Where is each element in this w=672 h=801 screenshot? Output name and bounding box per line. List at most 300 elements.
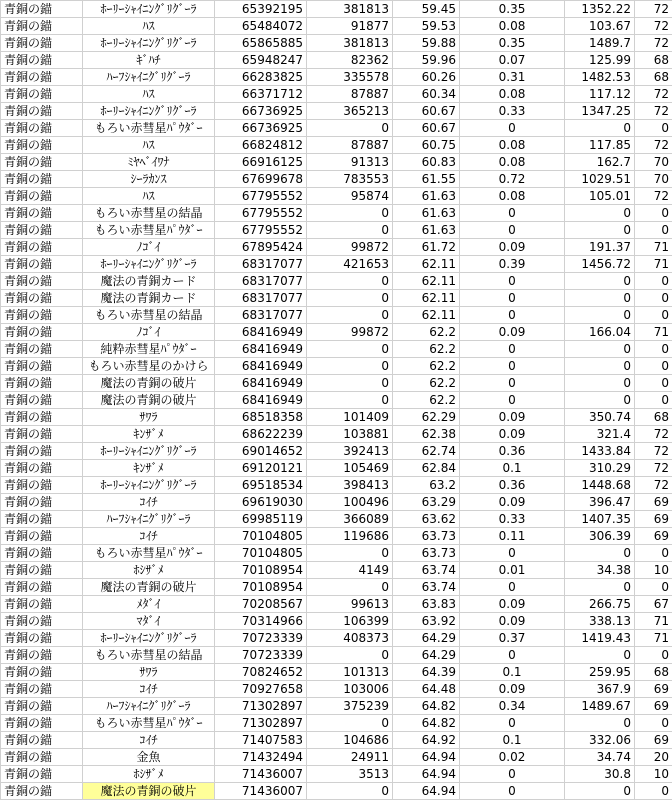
percent-cell[interactable]: 59.88: [393, 35, 460, 52]
item-cell[interactable]: ｺｲﾁ: [83, 732, 215, 749]
amount-cell[interactable]: 100496: [307, 494, 393, 511]
amount-cell[interactable]: 0: [307, 375, 393, 392]
item-cell[interactable]: ﾊｽ: [83, 86, 215, 103]
anchor-cell[interactable]: 青銅の錨: [1, 205, 83, 222]
rate-cell[interactable]: 0: [460, 715, 565, 732]
value-cell[interactable]: 65948247: [215, 52, 307, 69]
anchor-cell[interactable]: 青銅の錨: [1, 35, 83, 52]
amount-cell[interactable]: 0: [307, 579, 393, 596]
calc-cell[interactable]: 30.8: [565, 766, 635, 783]
anchor-cell[interactable]: 青銅の錨: [1, 545, 83, 562]
item-cell[interactable]: ﾎｰﾘｰｼｬｲﾆﾝｸﾞﾘｸﾞｰﾗ: [83, 630, 215, 647]
level-cell[interactable]: 72: [635, 426, 672, 443]
level-cell[interactable]: 0: [635, 120, 672, 137]
rate-cell[interactable]: 0.09: [460, 239, 565, 256]
value-cell[interactable]: 71432494: [215, 749, 307, 766]
anchor-cell[interactable]: 青銅の錨: [1, 681, 83, 698]
anchor-cell[interactable]: 青銅の錨: [1, 18, 83, 35]
item-cell[interactable]: もろい赤彗星の結晶: [83, 307, 215, 324]
value-cell[interactable]: 70208567: [215, 596, 307, 613]
anchor-cell[interactable]: 青銅の錨: [1, 324, 83, 341]
amount-cell[interactable]: 4149: [307, 562, 393, 579]
calc-cell[interactable]: 321.4: [565, 426, 635, 443]
amount-cell[interactable]: 106399: [307, 613, 393, 630]
value-cell[interactable]: 67795552: [215, 222, 307, 239]
item-cell[interactable]: ﾎｰﾘｰｼｬｲﾆﾝｸﾞﾘｸﾞｰﾗ: [83, 443, 215, 460]
percent-cell[interactable]: 62.2: [393, 358, 460, 375]
anchor-cell[interactable]: 青銅の錨: [1, 494, 83, 511]
item-cell[interactable]: もろい赤彗星の結晶: [83, 647, 215, 664]
amount-cell[interactable]: 366089: [307, 511, 393, 528]
level-cell[interactable]: 0: [635, 358, 672, 375]
amount-cell[interactable]: 119686: [307, 528, 393, 545]
percent-cell[interactable]: 61.72: [393, 239, 460, 256]
item-cell[interactable]: ﾎｰﾘｰｼｬｲﾆﾝｸﾞﾘｸﾞｰﾗ: [83, 477, 215, 494]
item-cell[interactable]: ﾊｰﾌｼｬｲﾆｸﾞﾘｸﾞｰﾗ: [83, 511, 215, 528]
anchor-cell[interactable]: 青銅の錨: [1, 392, 83, 409]
calc-cell[interactable]: 0: [565, 358, 635, 375]
calc-cell[interactable]: 0: [565, 545, 635, 562]
value-cell[interactable]: 68317077: [215, 273, 307, 290]
anchor-cell[interactable]: 青銅の錨: [1, 69, 83, 86]
value-cell[interactable]: 70108954: [215, 562, 307, 579]
anchor-cell[interactable]: 青銅の錨: [1, 511, 83, 528]
percent-cell[interactable]: 62.2: [393, 324, 460, 341]
value-cell[interactable]: 66736925: [215, 103, 307, 120]
calc-cell[interactable]: 367.9: [565, 681, 635, 698]
calc-cell[interactable]: 34.38: [565, 562, 635, 579]
anchor-cell[interactable]: 青銅の錨: [1, 256, 83, 273]
percent-cell[interactable]: 63.83: [393, 596, 460, 613]
item-cell[interactable]: ﾉｺﾞｲ: [83, 324, 215, 341]
value-cell[interactable]: 65392195: [215, 1, 307, 18]
amount-cell[interactable]: 87887: [307, 137, 393, 154]
anchor-cell[interactable]: 青銅の錨: [1, 698, 83, 715]
amount-cell[interactable]: 381813: [307, 35, 393, 52]
value-cell[interactable]: 66283825: [215, 69, 307, 86]
level-cell[interactable]: 69: [635, 511, 672, 528]
percent-cell[interactable]: 64.39: [393, 664, 460, 681]
item-cell[interactable]: 純粋赤彗星ﾊﾟｳﾀﾞｰ: [83, 341, 215, 358]
rate-cell[interactable]: 0.36: [460, 443, 565, 460]
level-cell[interactable]: 71: [635, 256, 672, 273]
item-cell[interactable]: ﾎｰﾘｰｼｬｲﾆﾝｸﾞﾘｸﾞｰﾗ: [83, 103, 215, 120]
level-cell[interactable]: 69: [635, 494, 672, 511]
calc-cell[interactable]: 1407.35: [565, 511, 635, 528]
percent-cell[interactable]: 61.63: [393, 188, 460, 205]
level-cell[interactable]: 72: [635, 137, 672, 154]
anchor-cell[interactable]: 青銅の錨: [1, 732, 83, 749]
calc-cell[interactable]: 338.13: [565, 613, 635, 630]
amount-cell[interactable]: 381813: [307, 1, 393, 18]
anchor-cell[interactable]: 青銅の錨: [1, 783, 83, 800]
item-cell[interactable]: もろい赤彗星ﾊﾟｳﾀﾞｰ: [83, 715, 215, 732]
item-cell[interactable]: ｻﾜﾗ: [83, 409, 215, 426]
amount-cell[interactable]: 82362: [307, 52, 393, 69]
anchor-cell[interactable]: 青銅の錨: [1, 443, 83, 460]
value-cell[interactable]: 66824812: [215, 137, 307, 154]
value-cell[interactable]: 67699678: [215, 171, 307, 188]
rate-cell[interactable]: 0.1: [460, 460, 565, 477]
calc-cell[interactable]: 162.7: [565, 154, 635, 171]
anchor-cell[interactable]: 青銅の錨: [1, 86, 83, 103]
value-cell[interactable]: 71436007: [215, 766, 307, 783]
percent-cell[interactable]: 59.96: [393, 52, 460, 69]
value-cell[interactable]: 70723339: [215, 647, 307, 664]
item-cell[interactable]: ﾐﾔﾍﾞｲﾜﾅ: [83, 154, 215, 171]
level-cell[interactable]: 0: [635, 341, 672, 358]
item-cell[interactable]: ｷﾝｻﾞﾒ: [83, 460, 215, 477]
rate-cell[interactable]: 0.02: [460, 749, 565, 766]
amount-cell[interactable]: 783553: [307, 171, 393, 188]
calc-cell[interactable]: 1347.25: [565, 103, 635, 120]
level-cell[interactable]: 72: [635, 443, 672, 460]
amount-cell[interactable]: 421653: [307, 256, 393, 273]
level-cell[interactable]: 72: [635, 18, 672, 35]
anchor-cell[interactable]: 青銅の錨: [1, 188, 83, 205]
level-cell[interactable]: 0: [635, 392, 672, 409]
calc-cell[interactable]: 166.04: [565, 324, 635, 341]
level-cell[interactable]: 72: [635, 1, 672, 18]
value-cell[interactable]: 68317077: [215, 307, 307, 324]
rate-cell[interactable]: 0.08: [460, 86, 565, 103]
rate-cell[interactable]: 0.37: [460, 630, 565, 647]
anchor-cell[interactable]: 青銅の錨: [1, 154, 83, 171]
level-cell[interactable]: 10: [635, 562, 672, 579]
percent-cell[interactable]: 60.75: [393, 137, 460, 154]
value-cell[interactable]: 70314966: [215, 613, 307, 630]
amount-cell[interactable]: 0: [307, 205, 393, 222]
value-cell[interactable]: 65865885: [215, 35, 307, 52]
percent-cell[interactable]: 64.29: [393, 630, 460, 647]
amount-cell[interactable]: 99872: [307, 324, 393, 341]
item-cell[interactable]: もろい赤彗星のかけら: [83, 358, 215, 375]
calc-cell[interactable]: 1456.72: [565, 256, 635, 273]
amount-cell[interactable]: 0: [307, 307, 393, 324]
rate-cell[interactable]: 0: [460, 545, 565, 562]
item-cell[interactable]: ﾒﾀﾞｲ: [83, 596, 215, 613]
rate-cell[interactable]: 0: [460, 358, 565, 375]
anchor-cell[interactable]: 青銅の錨: [1, 596, 83, 613]
level-cell[interactable]: 20: [635, 749, 672, 766]
amount-cell[interactable]: 0: [307, 358, 393, 375]
amount-cell[interactable]: 103881: [307, 426, 393, 443]
item-cell[interactable]: もろい赤彗星ﾊﾟｳﾀﾞｰ: [83, 545, 215, 562]
value-cell[interactable]: 66371712: [215, 86, 307, 103]
amount-cell[interactable]: 0: [307, 647, 393, 664]
item-cell[interactable]: もろい赤彗星の結晶: [83, 205, 215, 222]
calc-cell[interactable]: 0: [565, 205, 635, 222]
item-cell[interactable]: ﾎｰﾘｰｼｬｲﾆﾝｸﾞﾘｸﾞｰﾗ: [83, 35, 215, 52]
rate-cell[interactable]: 0.35: [460, 35, 565, 52]
rate-cell[interactable]: 0: [460, 205, 565, 222]
amount-cell[interactable]: 408373: [307, 630, 393, 647]
percent-cell[interactable]: 62.2: [393, 392, 460, 409]
value-cell[interactable]: 68416949: [215, 341, 307, 358]
percent-cell[interactable]: 60.34: [393, 86, 460, 103]
amount-cell[interactable]: 0: [307, 273, 393, 290]
anchor-cell[interactable]: 青銅の錨: [1, 375, 83, 392]
amount-cell[interactable]: 0: [307, 290, 393, 307]
rate-cell[interactable]: 0.08: [460, 18, 565, 35]
calc-cell[interactable]: 306.39: [565, 528, 635, 545]
rate-cell[interactable]: 0.34: [460, 698, 565, 715]
anchor-cell[interactable]: 青銅の錨: [1, 307, 83, 324]
percent-cell[interactable]: 63.73: [393, 545, 460, 562]
value-cell[interactable]: 69014652: [215, 443, 307, 460]
value-cell[interactable]: 68416949: [215, 375, 307, 392]
amount-cell[interactable]: 375239: [307, 698, 393, 715]
amount-cell[interactable]: 392413: [307, 443, 393, 460]
value-cell[interactable]: 65484072: [215, 18, 307, 35]
item-cell[interactable]: ﾊｽ: [83, 188, 215, 205]
value-cell[interactable]: 70927658: [215, 681, 307, 698]
value-cell[interactable]: 70108954: [215, 579, 307, 596]
percent-cell[interactable]: 60.83: [393, 154, 460, 171]
percent-cell[interactable]: 62.11: [393, 256, 460, 273]
calc-cell[interactable]: 0: [565, 307, 635, 324]
calc-cell[interactable]: 310.29: [565, 460, 635, 477]
anchor-cell[interactable]: 青銅の錨: [1, 52, 83, 69]
value-cell[interactable]: 70824652: [215, 664, 307, 681]
value-cell[interactable]: 66916125: [215, 154, 307, 171]
percent-cell[interactable]: 64.92: [393, 732, 460, 749]
item-cell[interactable]: もろい赤彗星ﾊﾟｳﾀﾞｰ: [83, 120, 215, 137]
rate-cell[interactable]: 0.08: [460, 137, 565, 154]
calc-cell[interactable]: 105.01: [565, 188, 635, 205]
level-cell[interactable]: 0: [635, 783, 672, 800]
anchor-cell[interactable]: 青銅の錨: [1, 664, 83, 681]
calc-cell[interactable]: 0: [565, 783, 635, 800]
item-cell[interactable]: 魔法の青銅の破片: [83, 579, 215, 596]
level-cell[interactable]: 70: [635, 171, 672, 188]
item-cell[interactable]: ﾏﾀﾞｲ: [83, 613, 215, 630]
percent-cell[interactable]: 62.11: [393, 307, 460, 324]
value-cell[interactable]: 69518534: [215, 477, 307, 494]
percent-cell[interactable]: 61.55: [393, 171, 460, 188]
percent-cell[interactable]: 63.74: [393, 579, 460, 596]
amount-cell[interactable]: 99872: [307, 239, 393, 256]
item-cell[interactable]: ﾉｺﾞｲ: [83, 239, 215, 256]
percent-cell[interactable]: 61.63: [393, 222, 460, 239]
anchor-cell[interactable]: 青銅の錨: [1, 426, 83, 443]
value-cell[interactable]: 67795552: [215, 188, 307, 205]
level-cell[interactable]: 67: [635, 596, 672, 613]
item-cell[interactable]: ﾎｰﾘｰｼｬｲﾆﾝｸﾞﾘｸﾞｰﾗ: [83, 256, 215, 273]
value-cell[interactable]: 66736925: [215, 120, 307, 137]
level-cell[interactable]: 72: [635, 460, 672, 477]
level-cell[interactable]: 71: [635, 324, 672, 341]
rate-cell[interactable]: 0: [460, 222, 565, 239]
calc-cell[interactable]: 1448.68: [565, 477, 635, 494]
rate-cell[interactable]: 0: [460, 647, 565, 664]
value-cell[interactable]: 68622239: [215, 426, 307, 443]
amount-cell[interactable]: 103006: [307, 681, 393, 698]
rate-cell[interactable]: 0: [460, 341, 565, 358]
value-cell[interactable]: 71407583: [215, 732, 307, 749]
level-cell[interactable]: 68: [635, 664, 672, 681]
percent-cell[interactable]: 64.82: [393, 715, 460, 732]
level-cell[interactable]: 72: [635, 86, 672, 103]
anchor-cell[interactable]: 青銅の錨: [1, 222, 83, 239]
level-cell[interactable]: 69: [635, 681, 672, 698]
calc-cell[interactable]: 34.74: [565, 749, 635, 766]
value-cell[interactable]: 68416949: [215, 324, 307, 341]
rate-cell[interactable]: 0.09: [460, 426, 565, 443]
level-cell[interactable]: 0: [635, 307, 672, 324]
level-cell[interactable]: 72: [635, 477, 672, 494]
anchor-cell[interactable]: 青銅の錨: [1, 120, 83, 137]
amount-cell[interactable]: 398413: [307, 477, 393, 494]
item-cell[interactable]: ﾊｽ: [83, 137, 215, 154]
rate-cell[interactable]: 0.33: [460, 511, 565, 528]
level-cell[interactable]: 71: [635, 630, 672, 647]
value-cell[interactable]: 68416949: [215, 392, 307, 409]
calc-cell[interactable]: 0: [565, 222, 635, 239]
rate-cell[interactable]: 0.72: [460, 171, 565, 188]
item-cell[interactable]: ﾎｰﾘｰｼｬｲﾆﾝｸﾞﾘｸﾞｰﾗ: [83, 1, 215, 18]
item-cell[interactable]: ｼｰﾗｶﾝｽ: [83, 171, 215, 188]
amount-cell[interactable]: 101409: [307, 409, 393, 426]
item-cell[interactable]: ｺｲﾁ: [83, 494, 215, 511]
item-cell[interactable]: 魔法の青銅カード: [83, 273, 215, 290]
calc-cell[interactable]: 0: [565, 120, 635, 137]
level-cell[interactable]: 69: [635, 528, 672, 545]
amount-cell[interactable]: 91313: [307, 154, 393, 171]
anchor-cell[interactable]: 青銅の錨: [1, 562, 83, 579]
amount-cell[interactable]: 0: [307, 392, 393, 409]
level-cell[interactable]: 68: [635, 409, 672, 426]
item-cell[interactable]: ﾊｰﾌｼｬｲﾆｸﾞﾘｸﾞｰﾗ: [83, 69, 215, 86]
amount-cell[interactable]: 24911: [307, 749, 393, 766]
rate-cell[interactable]: 0.1: [460, 664, 565, 681]
calc-cell[interactable]: 0: [565, 375, 635, 392]
item-cell[interactable]: もろい赤彗星ﾊﾟｳﾀﾞｰ: [83, 222, 215, 239]
rate-cell[interactable]: 0.35: [460, 1, 565, 18]
anchor-cell[interactable]: 青銅の錨: [1, 647, 83, 664]
item-cell[interactable]: 金魚: [83, 749, 215, 766]
rate-cell[interactable]: 0.08: [460, 188, 565, 205]
anchor-cell[interactable]: 青銅の錨: [1, 341, 83, 358]
percent-cell[interactable]: 62.38: [393, 426, 460, 443]
value-cell[interactable]: 67895424: [215, 239, 307, 256]
rate-cell[interactable]: 0: [460, 579, 565, 596]
amount-cell[interactable]: 0: [307, 341, 393, 358]
level-cell[interactable]: 71: [635, 239, 672, 256]
rate-cell[interactable]: 0: [460, 307, 565, 324]
amount-cell[interactable]: 365213: [307, 103, 393, 120]
anchor-cell[interactable]: 青銅の錨: [1, 137, 83, 154]
calc-cell[interactable]: 0: [565, 290, 635, 307]
amount-cell[interactable]: 0: [307, 783, 393, 800]
item-cell[interactable]: ｻﾜﾗ: [83, 664, 215, 681]
rate-cell[interactable]: 0.09: [460, 596, 565, 613]
level-cell[interactable]: 69: [635, 698, 672, 715]
level-cell[interactable]: 69: [635, 732, 672, 749]
item-cell[interactable]: ｺｲﾁ: [83, 528, 215, 545]
anchor-cell[interactable]: 青銅の錨: [1, 749, 83, 766]
anchor-cell[interactable]: 青銅の錨: [1, 766, 83, 783]
amount-cell[interactable]: 87887: [307, 86, 393, 103]
value-cell[interactable]: 69619030: [215, 494, 307, 511]
rate-cell[interactable]: 0.09: [460, 681, 565, 698]
item-cell[interactable]: 魔法の青銅の破片: [83, 375, 215, 392]
anchor-cell[interactable]: 青銅の錨: [1, 477, 83, 494]
level-cell[interactable]: 0: [635, 222, 672, 239]
item-cell[interactable]: ｷﾝｻﾞﾒ: [83, 426, 215, 443]
value-cell[interactable]: 70104805: [215, 545, 307, 562]
level-cell[interactable]: 0: [635, 375, 672, 392]
anchor-cell[interactable]: 青銅の錨: [1, 579, 83, 596]
item-cell[interactable]: ｺｲﾁ: [83, 681, 215, 698]
calc-cell[interactable]: 1352.22: [565, 1, 635, 18]
level-cell[interactable]: 0: [635, 715, 672, 732]
value-cell[interactable]: 68317077: [215, 256, 307, 273]
anchor-cell[interactable]: 青銅の錨: [1, 630, 83, 647]
item-cell[interactable]: ﾊｰﾌｼｬｲﾆｸﾞﾘｸﾞｰﾗ: [83, 698, 215, 715]
anchor-cell[interactable]: 青銅の錨: [1, 358, 83, 375]
calc-cell[interactable]: 350.74: [565, 409, 635, 426]
rate-cell[interactable]: 0.11: [460, 528, 565, 545]
value-cell[interactable]: 68416949: [215, 358, 307, 375]
percent-cell[interactable]: 60.26: [393, 69, 460, 86]
percent-cell[interactable]: 62.29: [393, 409, 460, 426]
calc-cell[interactable]: 1433.84: [565, 443, 635, 460]
item-cell[interactable]: ｷﾞﾊﾁ: [83, 52, 215, 69]
item-cell[interactable]: 魔法の青銅の破片: [83, 392, 215, 409]
amount-cell[interactable]: 335578: [307, 69, 393, 86]
item-cell[interactable]: 魔法の青銅カード: [83, 290, 215, 307]
amount-cell[interactable]: 101313: [307, 664, 393, 681]
percent-cell[interactable]: 63.2: [393, 477, 460, 494]
level-cell[interactable]: 72: [635, 35, 672, 52]
value-cell[interactable]: 70723339: [215, 630, 307, 647]
calc-cell[interactable]: 117.85: [565, 137, 635, 154]
percent-cell[interactable]: 63.73: [393, 528, 460, 545]
calc-cell[interactable]: 117.12: [565, 86, 635, 103]
amount-cell[interactable]: 99613: [307, 596, 393, 613]
calc-cell[interactable]: 1489.67: [565, 698, 635, 715]
rate-cell[interactable]: 0.09: [460, 494, 565, 511]
rate-cell[interactable]: 0.09: [460, 409, 565, 426]
item-cell[interactable]: ﾎｼｻﾞﾒ: [83, 562, 215, 579]
percent-cell[interactable]: 63.74: [393, 562, 460, 579]
level-cell[interactable]: 72: [635, 188, 672, 205]
amount-cell[interactable]: 0: [307, 545, 393, 562]
rate-cell[interactable]: 0: [460, 273, 565, 290]
percent-cell[interactable]: 64.82: [393, 698, 460, 715]
level-cell[interactable]: 0: [635, 273, 672, 290]
rate-cell[interactable]: 0: [460, 375, 565, 392]
calc-cell[interactable]: 1029.51: [565, 171, 635, 188]
percent-cell[interactable]: 59.53: [393, 18, 460, 35]
percent-cell[interactable]: 63.92: [393, 613, 460, 630]
anchor-cell[interactable]: 青銅の錨: [1, 715, 83, 732]
calc-cell[interactable]: 259.95: [565, 664, 635, 681]
anchor-cell[interactable]: 青銅の錨: [1, 171, 83, 188]
level-cell[interactable]: 68: [635, 52, 672, 69]
value-cell[interactable]: 71302897: [215, 698, 307, 715]
calc-cell[interactable]: 103.67: [565, 18, 635, 35]
rate-cell[interactable]: 0.1: [460, 732, 565, 749]
calc-cell[interactable]: 0: [565, 341, 635, 358]
value-cell[interactable]: 68317077: [215, 290, 307, 307]
level-cell[interactable]: 70: [635, 154, 672, 171]
rate-cell[interactable]: 0.39: [460, 256, 565, 273]
value-cell[interactable]: 69985119: [215, 511, 307, 528]
rate-cell[interactable]: 0.08: [460, 154, 565, 171]
rate-cell[interactable]: 0: [460, 766, 565, 783]
